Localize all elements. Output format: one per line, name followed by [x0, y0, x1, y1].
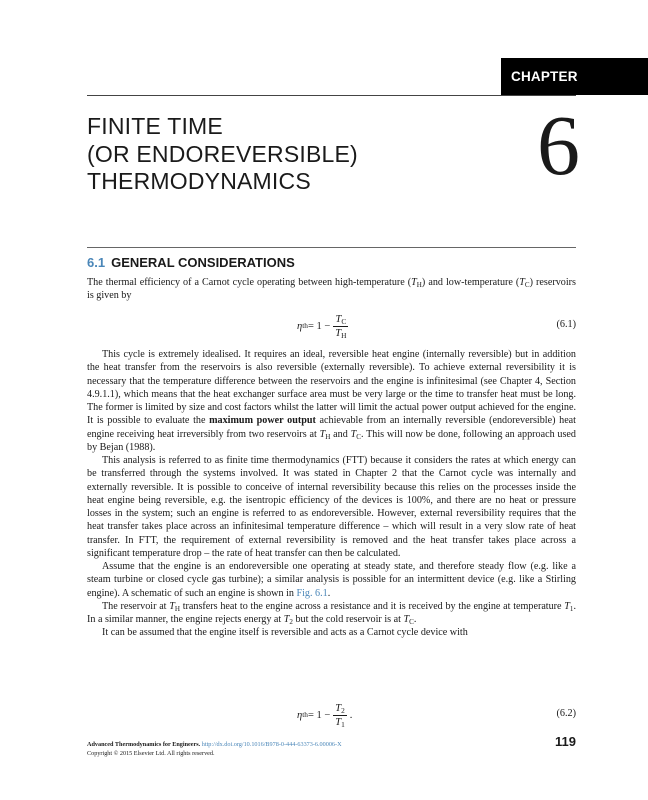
page-number: 119 [555, 734, 576, 749]
chapter-title [87, 113, 467, 196]
doi-link[interactable]: http://dx.doi.org/10.1016/B978-0-444-63373-6.00006-X [201, 741, 342, 748]
header-rule [87, 95, 576, 96]
paragraph-5: It can be assumed that the engine itself is reversible and acts as a Carnot cycle device with [102, 627, 468, 639]
body-text [87, 348, 576, 640]
chapter-title-line: (OR ENDOREVERSIBLE) [87, 140, 358, 167]
chapter-number: 6 [537, 97, 580, 193]
chapter-title-line: THERMODYNAMICS [87, 168, 311, 194]
copyright: Copyright © 2015 Elsevier Ltd. All rights reserved. [87, 750, 215, 757]
equation-number: (6.1) [556, 319, 576, 330]
fraction: $\frac{T_2}{T_1}$ [335, 702, 345, 729]
section-number: 6.1 [87, 255, 106, 270]
figure-link[interactable]: Fig. 6.1 [296, 587, 328, 599]
section-rule [87, 247, 576, 248]
equation-number: (6.2) [556, 708, 576, 719]
chapter-label-box [501, 58, 648, 95]
section-title: GENERAL CONSIDERATIONS [111, 255, 295, 270]
paragraph-2: This analysis is referred to as finite time thermodynamics (FTT) because it considers the rates at which energy can be transferred through the systems involved. It was stated in Chapter 2 that the Carnot cycle was internally and externally reversible. It is possible to conceive of internal reversibility because this relies on the processes inside the heat engine being reversible, e.g. the isentropic efficiency of the devices is 100%, and there are no heat or pressure losses in the system; such an engine is referred to as endoreversible. However, external reversibility requires that the heat transfer takes place across an infinitesimal temperature difference – which will result in a very slow rate of heat transfer. In FTT, the requirement of external reversibility is removed and the heat transfer takes place across a significant temperature drop – the rate of heat transfer can then be calculated. [87, 455, 576, 559]
intro-paragraph: The thermal efficiency of a Carnot cycle operating between high-temperature $(T_H)$ and low-temperature $(T_C)$ reservoirs is given by [87, 277, 576, 302]
fraction: $\frac{T_C}{T_H}$ [335, 313, 347, 340]
footer-source: Advanced Thermodynamics for Engineers. [87, 741, 201, 748]
equation-6-1: η th = 1 − $\frac{T_C}{T_H}$ (6.1) [297, 313, 576, 340]
chapter-label: CHAPTER [511, 69, 578, 84]
paragraph-3: Assume that the engine is an endoreversible one operating at steady state, and therefore steady flow (e.g. like a steam turbine or closed cycle gas turbine); a similar analysis is possible for an intermittent device (e.g. like a Stirling engine). A schematic of such an engine is shown in Fig. 6.1. [87, 561, 576, 599]
paragraph-4: The reservoir at $T_H$ transfers heat to the engine across a resistance and it is received by the engine at temperature $T_1$. In a similar manner, the engine rejects energy at $T_2$ but the cold reservoir is at $T_C$. [87, 600, 576, 626]
chapter-title-line: FINITE TIME [87, 113, 223, 139]
footer-citation [87, 740, 387, 758]
section-heading [87, 254, 295, 271]
equation-6-2: η th = 1 − $\frac{T_2}{T_1}$ . (6.2) [297, 702, 576, 729]
paragraph-1: This cycle is extremely idealised. It requires an ideal, reversible heat engine (internally reversible) but in addition the heat transfer from the reservoirs is also reversible (externally reversible). To achieve external reversibility it is necessary that the temperature difference between the reservoirs and the engine is infinitesimal (see Chapter 4, Section 4.9.1.1), which means that the heat exchanger surface area must be very large or the time to transfer heat must be long. The former is limited by size and cost factors whilst the latter will limit the actual power output achieved for the engine. It is possible to evaluate the maximum power output achievable from an internally reversible (endoreversible) heat engine receiving heat irreversibly from two reservoirs at $T_H$ and $T_C$. This will now be done, following an approach used by Bejan (1988). [87, 349, 576, 453]
